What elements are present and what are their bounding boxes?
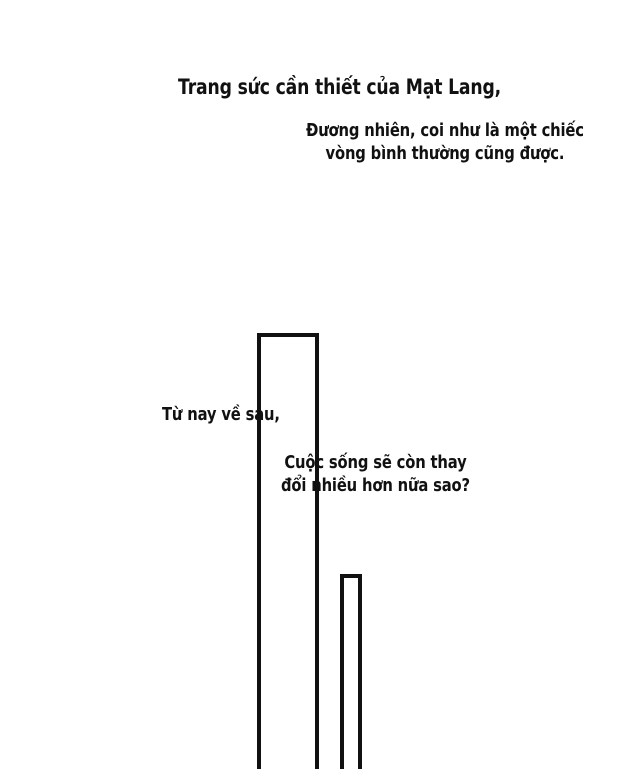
caption-necessary-jewelry: [178, 74, 501, 100]
caption-life-will-change: [281, 452, 470, 497]
caption-line: Đương nhiên, coi như là một chiếc: [306, 120, 584, 141]
caption-from-now-on: [162, 404, 280, 427]
caption-line: Từ nay về sau,: [162, 404, 280, 425]
short-pillar: [340, 574, 362, 769]
caption-line: đổi nhiều hơn nữa sao?: [281, 474, 470, 496]
tall-pillar: [257, 333, 319, 769]
caption-ordinary-bracelet: [306, 120, 584, 165]
caption-line: vòng bình thường cũng được.: [325, 142, 565, 164]
caption-line: Cuộc sống sẽ còn thay: [284, 452, 467, 473]
caption-line: Trang sức cần thiết của Mạt Lang,: [178, 75, 502, 99]
